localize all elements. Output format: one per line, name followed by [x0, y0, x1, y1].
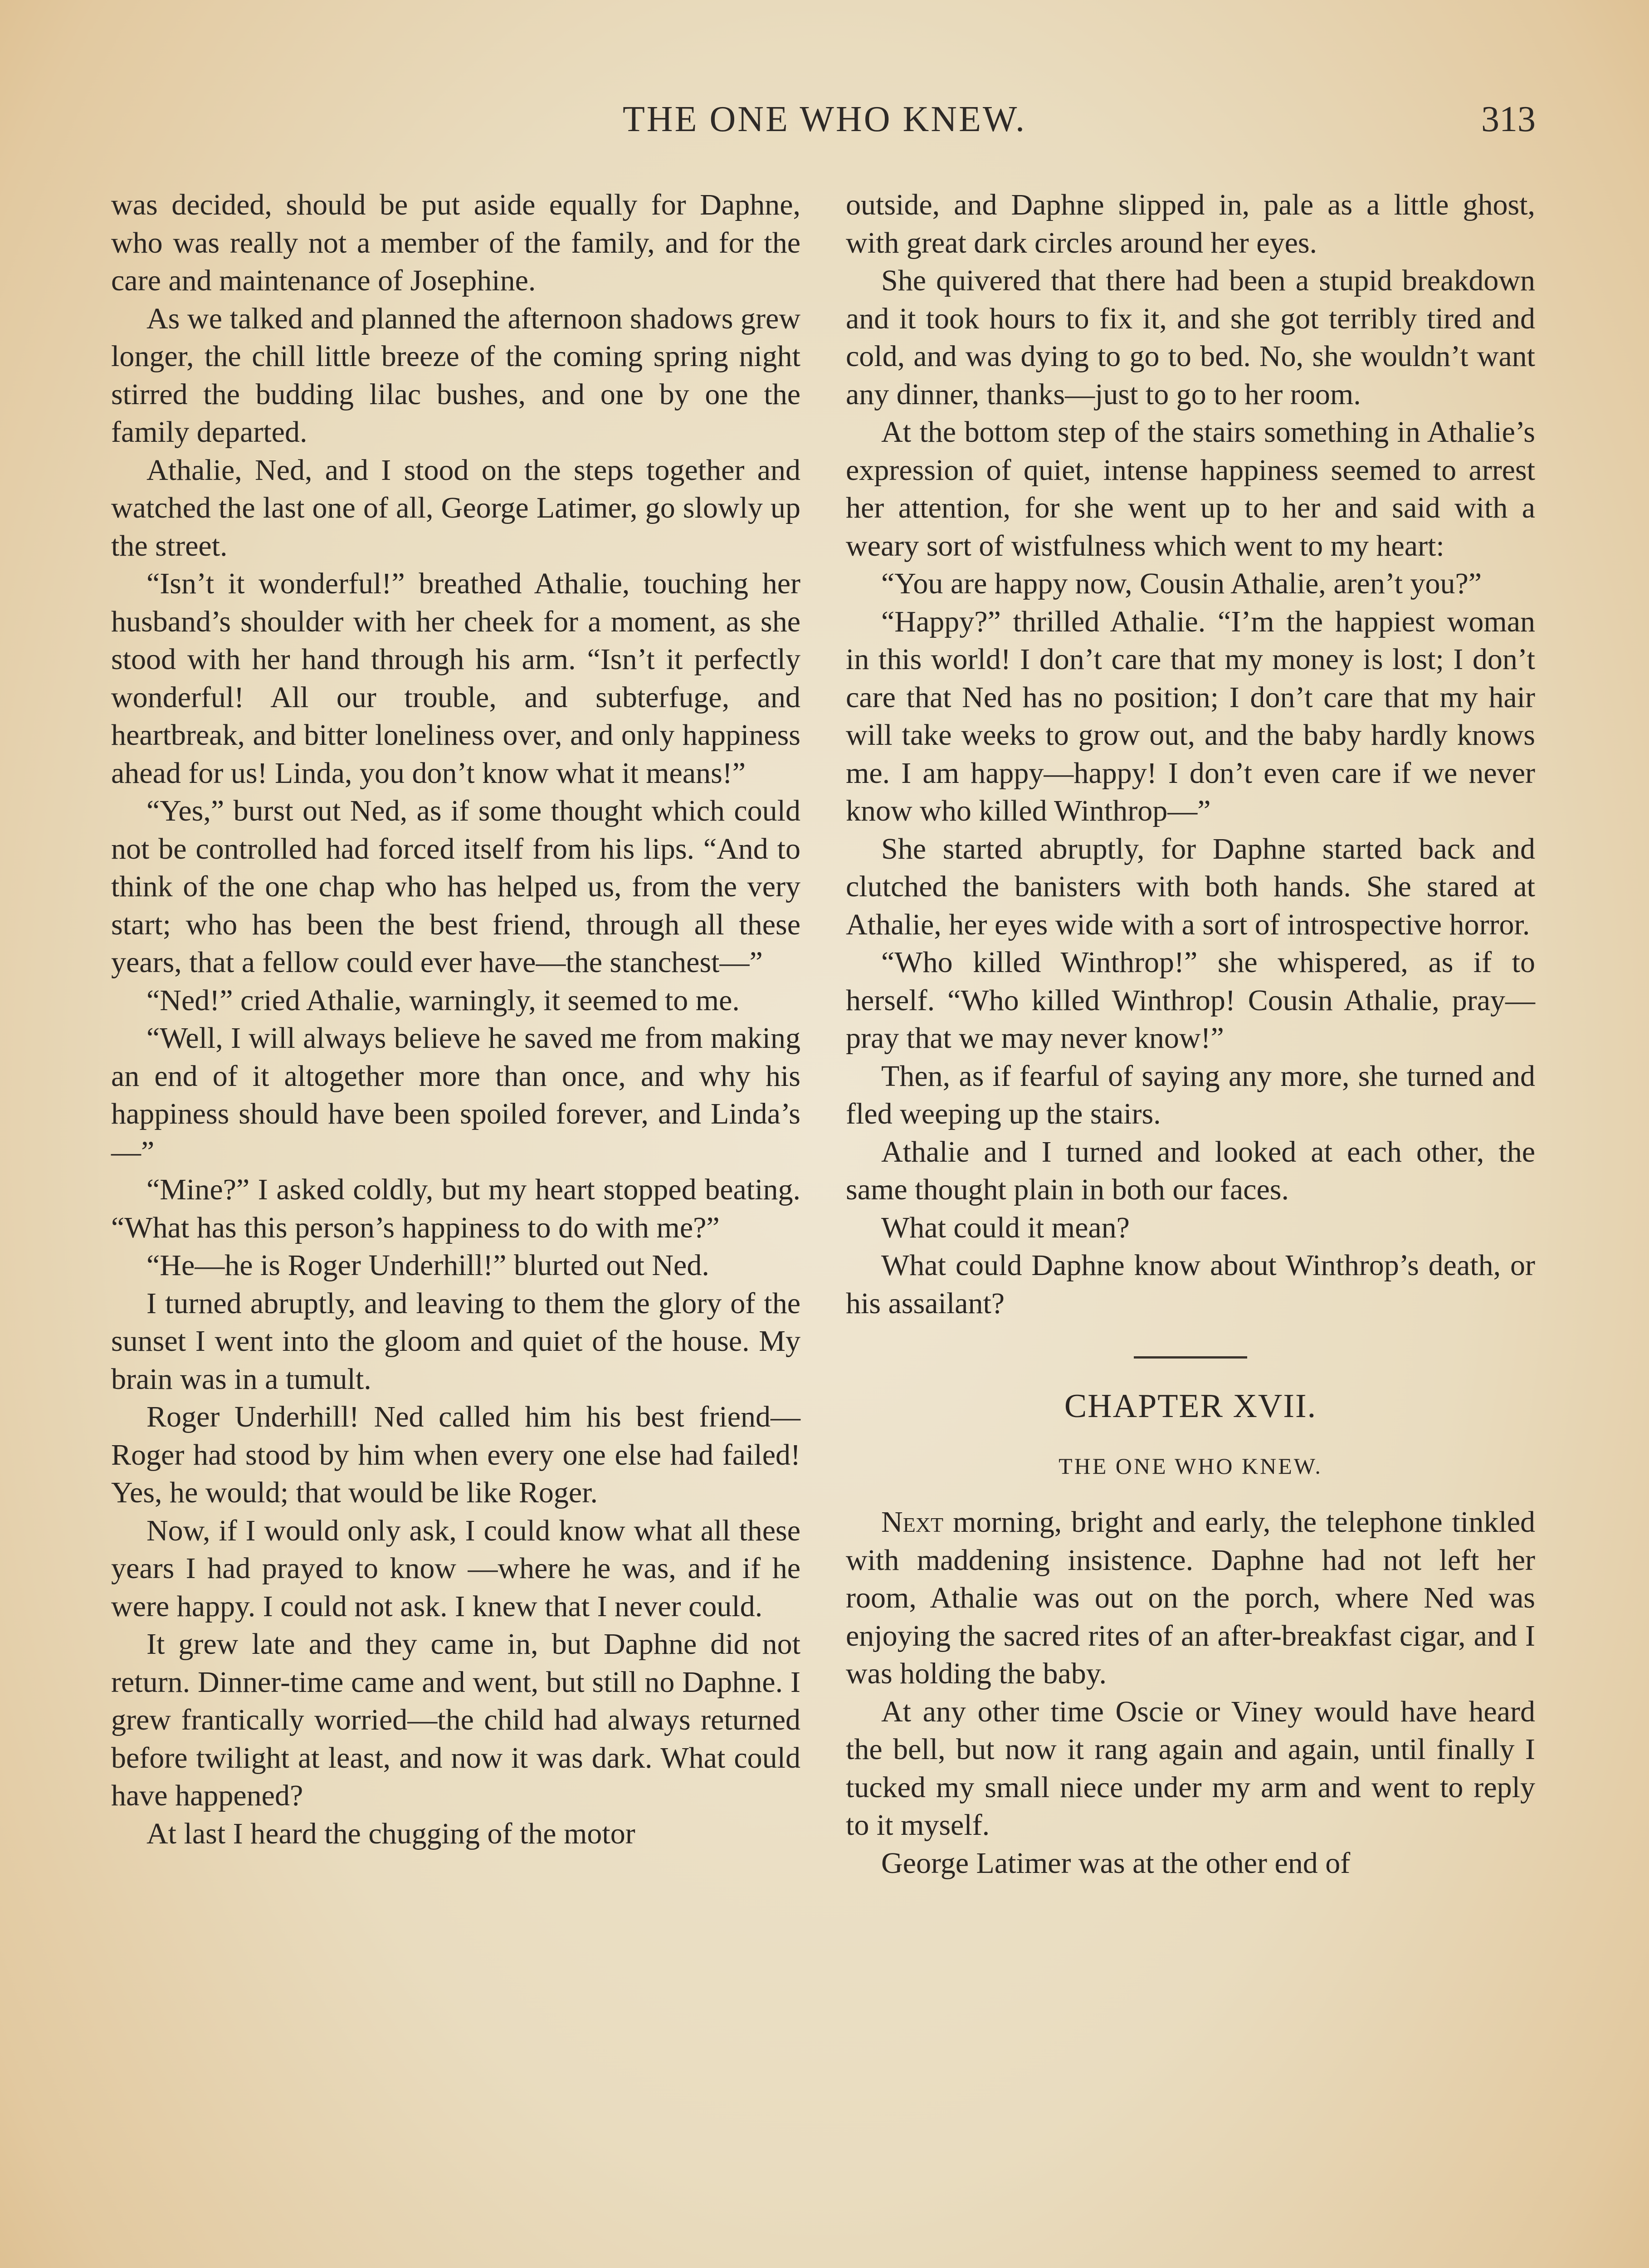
section-divider: [1134, 1356, 1247, 1359]
paragraph: “He—he is Roger Underhill!” blurted out Ned.: [146, 1249, 709, 1282]
paragraph: She started abruptly, for Daphne started back and clutched the banisters with both hands. She stared at Athalie, her eyes wide with a sort of introspective horror.: [846, 832, 1535, 941]
paragraph: I turned abruptly, and leaving to them the glory of the sunset I went into the gloom and quiet of the house. My brain was in a tumult.: [111, 1286, 800, 1396]
paragraph: Athalie and I turned and looked at each other, the same thought plain in both our faces.: [846, 1135, 1535, 1206]
chapter-opening-paragraph: [846, 1503, 1535, 1693]
paragraph: Now, if I would only ask, I could know what all these years I had prayed to know —where he was, and if he were happy. I could not ask. I knew that I never could.: [111, 1514, 800, 1623]
chapter-heading: CHAPTER XVII.: [1064, 1388, 1317, 1425]
paragraph: At the bottom step of the stairs something in Athalie’s expression of quiet, intense happiness seemed to arrest her attention, for she went up to her and said with a weary sort of wistfulness which went to my heart:: [846, 415, 1535, 562]
paragraph: “You are happy now, Cousin Athalie, aren’t you?”: [881, 567, 1482, 600]
paragraph: At last I heard the chugging of the motor: [146, 1817, 635, 1850]
page-number: 313: [1481, 99, 1536, 139]
left-column: [111, 186, 800, 1853]
paragraph: At any other time Oscie or Viney would have heard the bell, but now it rang again and again, until finally I tucked my small niece under my arm and went to reply to it myself.: [846, 1695, 1535, 1842]
paragraph: It grew late and they came in, but Daphne did not return. Dinner-time came and went, but still no Daphne. I grew frantically worried—the child had always returned before twilight at least, and now it was dark. What could have happened?: [111, 1628, 800, 1812]
paragraph: “Happy?” thrilled Athalie. “I’m the happiest woman in this world! I don’t care that my money is lost; I don’t care that Ned has no position; I don’t care that my hair will take weeks to grow out, and the baby hardly knows me. I am happy—happy! I don’t even care if we never know who killed Winthrop—”: [846, 605, 1535, 827]
paragraph: “Who killed Winthrop!” she whispered, as if to herself. “Who killed Winthrop! Cousin Athalie, pray—pray that we may never know!”: [846, 946, 1535, 1055]
paragraph: Roger Underhill! Ned called him his best friend—Roger had stood by him when every one else had failed! Yes, he would; that would be like Roger.: [111, 1400, 800, 1509]
paragraph: What could it mean?: [881, 1211, 1130, 1244]
paragraph: She quivered that there had been a stupid breakdown and it took hours to fix it, and she got terribly tired and cold, and was dying to go to bed. No, she wouldn’t want any dinner, thanks—just to go to her room.: [846, 264, 1535, 411]
paragraph: What could Daphne know about Winthrop’s death, or his assailant?: [846, 1249, 1535, 1320]
right-column: [846, 186, 1535, 1882]
paragraph: “Well, I will always believe he saved me from making an end of it altogether more than once, and why his happiness should have been spoiled forever, and Linda’s—”: [111, 1022, 800, 1168]
opening-paragraph-text: morning, bright and early, the telephone tinkled with maddening insistence. Daphne had not left her room, Athalie was out on the porch, where Ned was enjoying the sacred rites of an after-breakfast cigar, and I was holding the baby.: [846, 1505, 1535, 1690]
small-caps-opening-word: Next: [881, 1505, 944, 1539]
paragraph: “Mine?” I asked coldly, but my heart stopped beating. “What has this person’s happiness to do with me?”: [111, 1173, 800, 1244]
chapter-subtitle: THE ONE WHO KNEW.: [1059, 1453, 1322, 1479]
paragraph: George Latimer was at the other end of: [881, 1846, 1351, 1880]
running-title: THE ONE WHO KNEW.: [622, 99, 1027, 139]
paragraph: Then, as if fearful of saying any more, she turned and fled weeping up the stairs.: [846, 1059, 1535, 1130]
paragraph: was decided, should be put aside equally for Daphne, who was really not a member of the family, and for the care and maintenance of Josephine.: [111, 188, 800, 297]
paragraph: As we talked and planned the afternoon shadows grew longer, the chill little breeze of the coming spring night stirred the budding lilac bushes, and one by one the family departed.: [111, 302, 800, 449]
paragraph: “Yes,” burst out Ned, as if some thought which could not be controlled had forced itself from his lips. “And to think of the one chap who has helped us, from the very start; who has been the best friend, through all these years, that a fellow could ever have—the stanchest—”: [111, 794, 800, 979]
paragraph: “Isn’t it wonderful!” breathed Athalie, touching her husband’s shoulder with her cheek for a moment, as she stood with her hand through his arm. “Isn’t it perfectly wonderful! All our trouble, and subterfuge, and heartbreak, and bitter loneliness over, and only happiness ahead for us! Linda, you don’t know what it means!”: [111, 567, 800, 790]
paragraph: outside, and Daphne slipped in, pale as a little ghost, with great dark circles around her eyes.: [846, 188, 1535, 259]
paragraph: “Ned!” cried Athalie, warningly, it seemed to me.: [146, 983, 740, 1017]
paragraph: Athalie, Ned, and I stood on the steps together and watched the last one of all, George Latimer, go slowly up the street.: [111, 453, 800, 562]
